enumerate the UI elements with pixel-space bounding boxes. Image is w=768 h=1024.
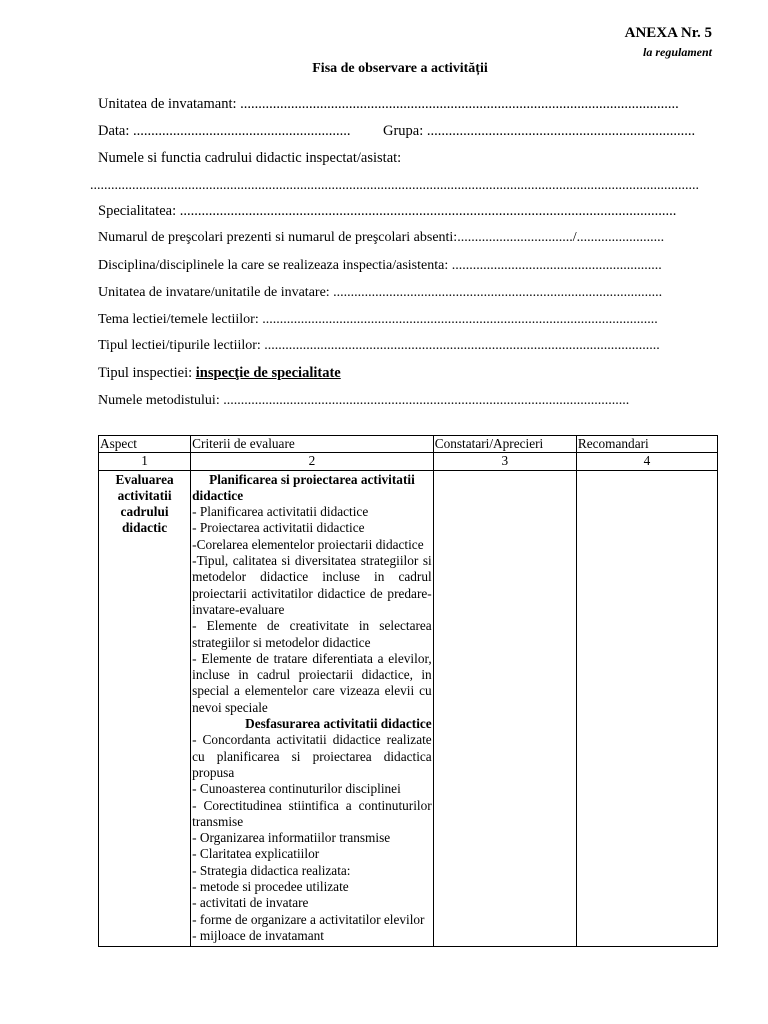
- criteria-cell: [191, 470, 434, 946]
- section-title-desfasurarea: Desfasurarea activitatii didactice: [245, 716, 432, 732]
- section-title-planificarea-cont: didactice: [192, 487, 244, 503]
- aspect-line: cadrului: [120, 504, 169, 520]
- aspect-line: Evaluarea: [115, 471, 174, 487]
- field-tipul-lectiei: Tipul lectiei/tipurile lectiilor: .................................................................................................................: [98, 338, 660, 353]
- tipul-inspectiei-label: Tipul inspectiei:: [98, 365, 196, 381]
- tipul-inspectiei-value: inspecţie de specialitate: [195, 365, 341, 381]
- criteria-item: - Elemente de tratare diferentiata a elevilor, incluse in cadrul proiectarii didactice, in special a elementelor care vizeaza elevii cu nevoi speciale: [192, 650, 432, 715]
- field-metodist: Numele metodistului: ....................................................................................................................: [98, 393, 630, 408]
- criteria-item: - Cunoasterea continuturilor disciplinei: [192, 781, 401, 797]
- constatari-cell[interactable]: [433, 470, 576, 946]
- field-numele-functia: Numele si functia cadrului didactic inspectat/asistat:: [98, 150, 402, 166]
- criteria-item: - Proiectarea activitatii didactice: [192, 520, 365, 536]
- criteria-item: - Strategia didactica realizata:: [192, 862, 351, 878]
- table-row: [99, 470, 718, 946]
- header-aspect: Aspect: [99, 436, 191, 453]
- field-unitatea-invatare: Unitatea de invatare/unitatile de invatare: ..............................................................................................: [98, 285, 663, 300]
- observation-table: [98, 435, 718, 947]
- section-title-planificarea: Planificarea si proiectarea activitatii: [209, 471, 415, 487]
- aspect-cell: [99, 470, 191, 946]
- aspect-line: activitatii: [117, 487, 172, 503]
- header-criterii: Criterii de evaluare: [191, 436, 434, 453]
- criteria-item: - mijloace de invatamant: [192, 927, 324, 943]
- field-tipul-inspectiei: [98, 365, 341, 382]
- page-title: Fisa de observare a activității: [312, 61, 488, 76]
- field-disciplina: Disciplina/disciplinele la care se realizeaza inspectia/asistenta: ............................................................: [98, 258, 662, 273]
- field-tema: Tema lectiei/temele lectiilor: .................................................................................................................: [98, 312, 658, 327]
- table-number-row: [99, 453, 718, 470]
- criteria-item: - Elemente de creativitate in selectarea strategiilor si metodelor didactice: [192, 618, 432, 650]
- annex-subtitle: la regulament: [642, 45, 712, 59]
- criteria-item: - forme de organizare a activitatilor elevilor: [192, 911, 425, 927]
- field-unitatea: Unitatea de invatamant: .........................................................................................................................: [98, 96, 679, 112]
- field-numarul-prescolari: Numarul de preşcolari prezenti si numarul de preşcolari absenti:................................./.........................: [98, 230, 665, 245]
- criteria-item: - Corectitudinea stiintifica a continuturilor transmise: [192, 797, 432, 829]
- aspect-line: didactic: [122, 520, 168, 536]
- column-number-3: 3: [433, 453, 576, 470]
- criteria-item: -Corelarea elementelor proiectarii didactice: [192, 536, 424, 552]
- criteria-item: - activitati de invatare: [192, 895, 309, 911]
- field-grupa: Grupa: ..........................................................................: [383, 123, 696, 139]
- column-number-2: 2: [191, 453, 434, 470]
- field-data: Data: ............................................................: [98, 123, 351, 139]
- criteria-item: - Claritatea explicatiilor: [192, 846, 320, 862]
- annex-number: ANEXA Nr. 5: [624, 25, 712, 41]
- column-number-1: 1: [99, 453, 191, 470]
- criteria-item: - Organizarea informatiilor transmise: [192, 830, 391, 846]
- column-number-4: 4: [576, 453, 717, 470]
- table-header-row: [99, 436, 718, 453]
- header-recomandari: Recomandari: [576, 436, 717, 453]
- field-specialitatea: Specialitatea: .........................................................................................................................................: [98, 203, 677, 219]
- field-dots-line: ..............................................................................................................................................................................: [90, 178, 699, 193]
- criteria-item: -Tipul, calitatea si diversitatea strategiilor si metodelor didactice incluse in cadrul proiectarii activitatilor didactice de predare-invatare-evaluare: [192, 553, 432, 617]
- header-constatari: Constatari/Aprecieri: [433, 436, 576, 453]
- criteria-item: - Concordanta activitatii didactice realizate cu planificarea si proiectarea didactica propusa: [192, 732, 432, 780]
- criteria-item: - Planificarea activitatii didactice: [192, 504, 369, 520]
- criteria-item: - metode si procedee utilizate: [192, 879, 349, 895]
- recomandari-cell[interactable]: [576, 470, 717, 946]
